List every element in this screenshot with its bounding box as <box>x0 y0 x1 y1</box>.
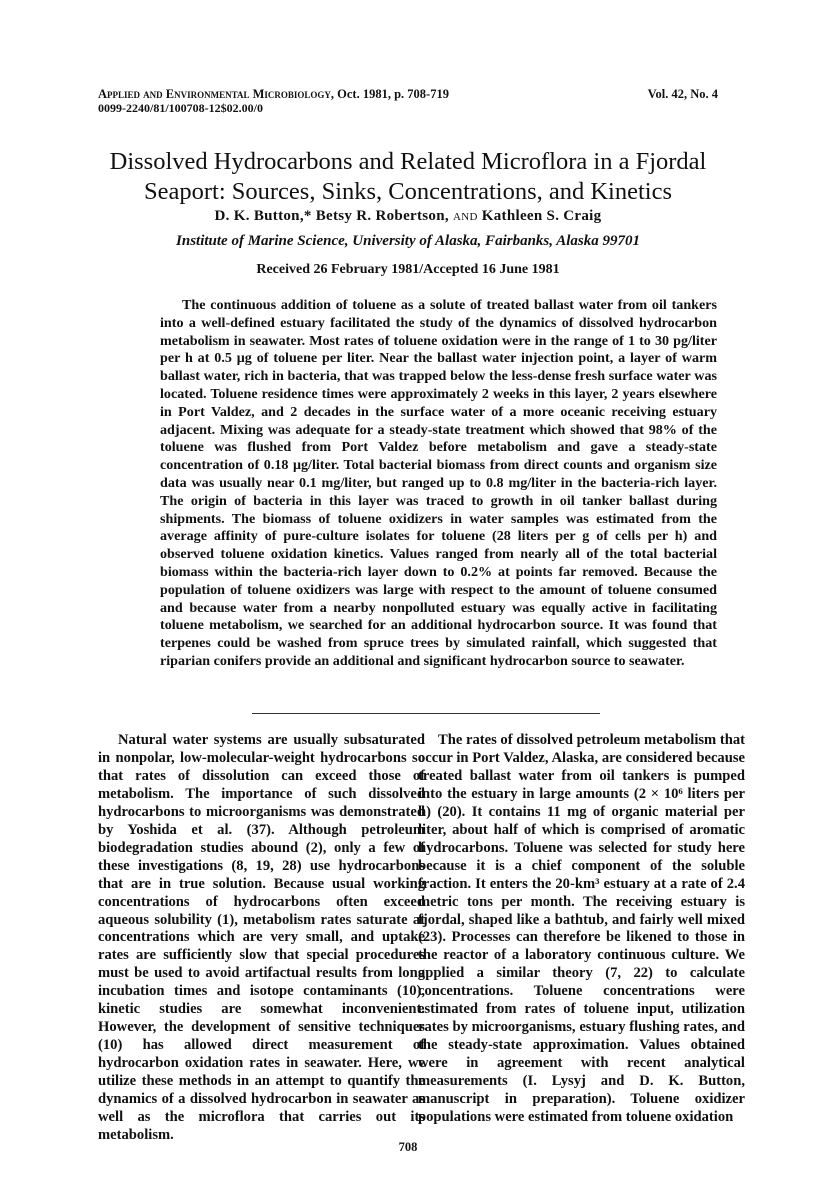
section-divider <box>252 713 600 714</box>
authors-first: D. K. Button,* Betsy R. Robertson, <box>214 208 449 224</box>
body-right-column <box>418 732 745 1127</box>
abstract <box>160 297 717 671</box>
running-header <box>98 87 449 101</box>
right-column-text: The rates of dissolved petroleum metabolism that occur in Port Valdez, Alaska, are considered because treated ballast water from oil tankers is pumped into the estuary in large amounts (2 × 10⁶ liters per h) (20). It contains 11 mg of organic material per liter, about half of which is comprised of aromatic hydrocarbons. Toluene was selected for study here because it is a chief component of the soluble fraction. It enters the 20-km³ estuary at a rate of 2.4 metric tons per month. The receiving estuary is fjordal, shaped like a bathtub, and fairly well mixed (23). Processes can therefore be likened to those in the reactor of a laboratory continuous culture. We applied a similar theory (7, 22) to calculate concentrations. Toluene concentrations were estimated from rates of toluene input, utilization rates by microorganisms, estuary flushing rates, and the steady-state approximation. Values obtained were in agreement with recent analytical measurements (I. Lysyj and D. K. Button, manuscript in preparation). Toluene oxidizer populations were estimated from toluene oxidation <box>418 732 745 1126</box>
affiliation: Institute of Marine Science, University of Alaska, Fairbanks, Alaska 99701 <box>176 233 640 249</box>
volume-info: Vol. 42, No. 4 <box>647 87 718 101</box>
author-list <box>40 208 776 225</box>
left-column-text: Natural water systems are usually subsaturated in nonpolar, low-molecular-weight hydrocarbons so that rates of dissolution can exceed those of metabolism. The importance of such dissolved hydrocarbons to microorganisms was demonstrated by Yoshida et al. (37). Although petroleum biodegradation studies abound (2), only a few of these investigations (8, 19, 28) use hydrocarbons that are in true solution. Because usual working concentrations of hydrocarbons often exceed aqueous solubility (1), metabolism rates saturate at concentrations which are very small, and uptake rates are sufficiently slow that special procedures must be used to avoid artifactual results from long incubation times and isotope contaminants (10), kinetic studies are somewhat inconvenient. However, the development of sensitive techniques (10) has allowed direct measurement of hydrocarbon oxidation rates in seawater. Here, we utilize these methods in an attempt to quantify the dynamics of a dissolved hydrocarbon in seawater as well as the microflora that carries out its metabolism. <box>98 732 425 1143</box>
authors-and: and <box>448 208 482 224</box>
title-line-2: Seaport: Sources, Sinks, Concentrations, and Kinetics <box>143 178 673 205</box>
journal-citation: , Oct. 1981, p. 708-719 <box>330 87 449 101</box>
page-number: 708 <box>398 1140 418 1154</box>
received-dates: Received 26 February 1981/Accepted 16 June 1981 <box>256 262 560 277</box>
article-code: 0099-2240/81/100708-12$02.00/0 <box>98 101 263 115</box>
body-left-column <box>98 732 425 1145</box>
article-title <box>40 147 776 207</box>
abstract-text: The continuous addition of toluene as a solute of treated ballast water from oil tankers into a well-defined estuary facilitated the study of the dynamics of dissolved hydrocarbon metabolism in seawater. Most rates of toluene oxidation were in the range of 1 to 30 pg/liter per h at 0.5 μg of toluene per liter. Near the ballast water injection point, a layer of warm ballast water, rich in bacteria, that was trapped below the less-dense fresh surface water was located. Toluene residence times were approximately 2 weeks in this layer, 2 years elsewhere in Port Valdez, and 2 decades in the surface water of a more oceanic receiving estuary adjacent. Mixing was adequate for a steady-state treatment which showed that 98% of the toluene was flushed from Port Valdez before metabolism and gave a steady-state concentration of 0.18 μg/liter. Total bacterial biomass from direct counts and organism size data was usually near 0.1 mg/liter, but ranged up to 0.8 mg/liter in the bacteria-rich layer. The origin of bacteria in this layer was traced to growth in oil tanker ballast during shipments. The biomass of toluene oxidizers in water samples was estimated from the average affinity of pure-culture isolates for toluene (28 liters per g of cells per h) and observed toluene oxidation kinetics. Values ranged from nearly all of the total bacterial biomass within the bacteria-rich layer down to 0.2% at points far removed. Because the population of toluene oxidizers was large with respect to the amount of toluene consumed and because water from a nearby nonpolluted estuary was equally active in facilitating toluene metabolism, we searched for an additional hydrocarbon source. It was found that terpenes could be washed from spruce trees by simulated rainfall, which suggested that riparian conifers provide an additional and significant hydrocarbon source to seawater. <box>160 297 717 669</box>
journal-name: Applied and Environmental Microbiology <box>98 87 331 101</box>
authors-last: Kathleen S. Craig <box>481 208 602 224</box>
title-line-1: Dissolved Hydrocarbons and Related Microflora in a Fjordal <box>109 148 707 175</box>
